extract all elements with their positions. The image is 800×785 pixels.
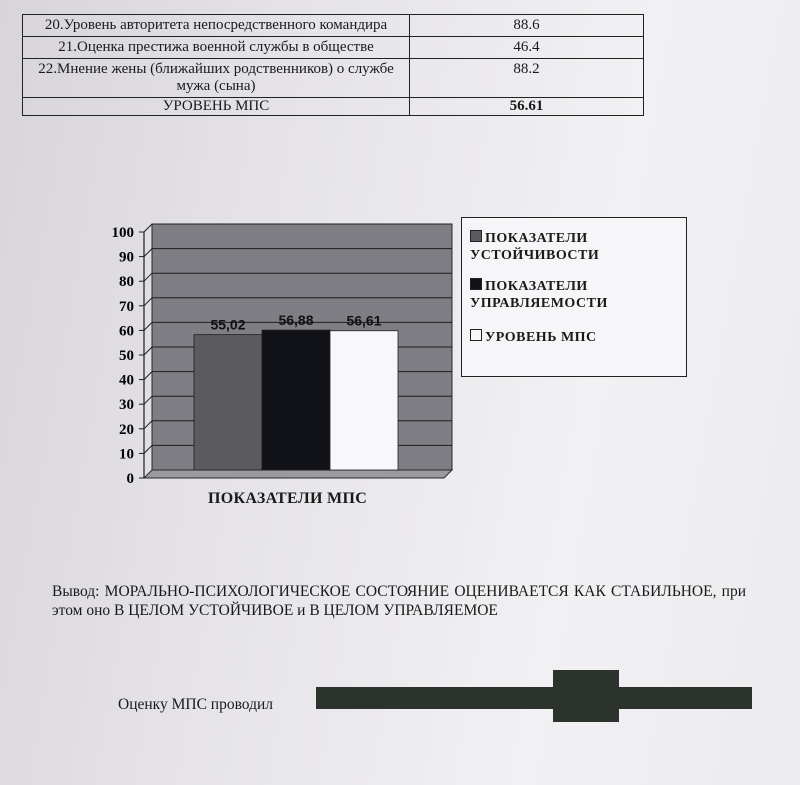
table-total-row — [23, 98, 644, 116]
chart-x-axis-label: ПОКАЗАТЕЛИ МПС — [208, 490, 368, 507]
legend-label: ПОКАЗАТЕЛИ — [485, 231, 588, 246]
table-row — [23, 37, 644, 59]
y-tick-label: 60 — [119, 323, 134, 340]
legend-swatch — [470, 329, 482, 341]
y-tick-label: 90 — [119, 249, 134, 266]
legend-swatch — [470, 230, 482, 242]
legend-swatch — [470, 278, 482, 290]
metric-name: 21.Оценка престижа военной службы в обществе — [23, 37, 410, 59]
bar-value-label: 55,02 — [210, 316, 246, 333]
metrics-table — [22, 14, 644, 116]
signature-label: Оценку МПС проводил — [118, 696, 274, 713]
bar — [330, 331, 398, 470]
y-tick-label: 80 — [119, 274, 134, 291]
metric-value: 88.6 — [410, 15, 644, 37]
y-tick-label: 70 — [119, 298, 134, 315]
conclusion-text: Вывод: МОРАЛЬНО-ПСИХОЛОГИЧЕСКОЕ СОСТОЯНИЕ ОЦЕНИВАЕТСЯ КАК СТАБИЛЬНОЕ, при этом оно В ЦЕЛОМ УСТОЙЧИВОЕ и В ЦЕЛОМ УПРАВЛЯЕМОЕ — [52, 583, 746, 619]
y-tick-label: 30 — [119, 397, 134, 414]
legend-label: УРОВЕНЬ МПС — [485, 330, 597, 345]
metric-name: 22.Мнение жены (ближайших родственников) о службе мужа (сына) — [23, 59, 410, 98]
total-name: УРОВЕНЬ МПС — [23, 98, 410, 116]
metric-value: 46.4 — [410, 37, 644, 59]
y-tick-label: 0 — [126, 471, 134, 487]
metric-name: 20.Уровень авторитета непосредственного командира — [23, 15, 410, 37]
legend-label: ПОКАЗАТЕЛИ — [485, 279, 588, 294]
bar — [194, 335, 262, 470]
legend-label: УПРАВЛЯЕМОСТИ — [470, 296, 608, 311]
legend-item — [470, 278, 608, 312]
bar — [262, 330, 330, 470]
total-value: 56.61 — [410, 98, 644, 116]
y-tick-label: 40 — [119, 372, 134, 389]
legend-item — [470, 230, 599, 264]
table-row — [23, 15, 644, 37]
y-tick-label: 100 — [111, 225, 134, 241]
legend-item — [470, 329, 597, 346]
legend-label: УСТОЙЧИВОСТИ — [470, 248, 600, 263]
bar-chart — [80, 210, 460, 490]
y-tick-label: 10 — [119, 446, 134, 463]
bar-value-label: 56,88 — [278, 312, 314, 329]
chart-legend — [461, 217, 687, 377]
bar-value-label: 56,61 — [346, 312, 382, 329]
redaction-bar — [316, 687, 752, 709]
y-tick-label: 50 — [119, 348, 134, 364]
plot-floor — [144, 470, 452, 478]
redaction-block — [553, 670, 619, 722]
table-row — [23, 59, 644, 98]
y-tick-label: 20 — [119, 421, 134, 438]
metric-value: 88.2 — [410, 59, 644, 98]
